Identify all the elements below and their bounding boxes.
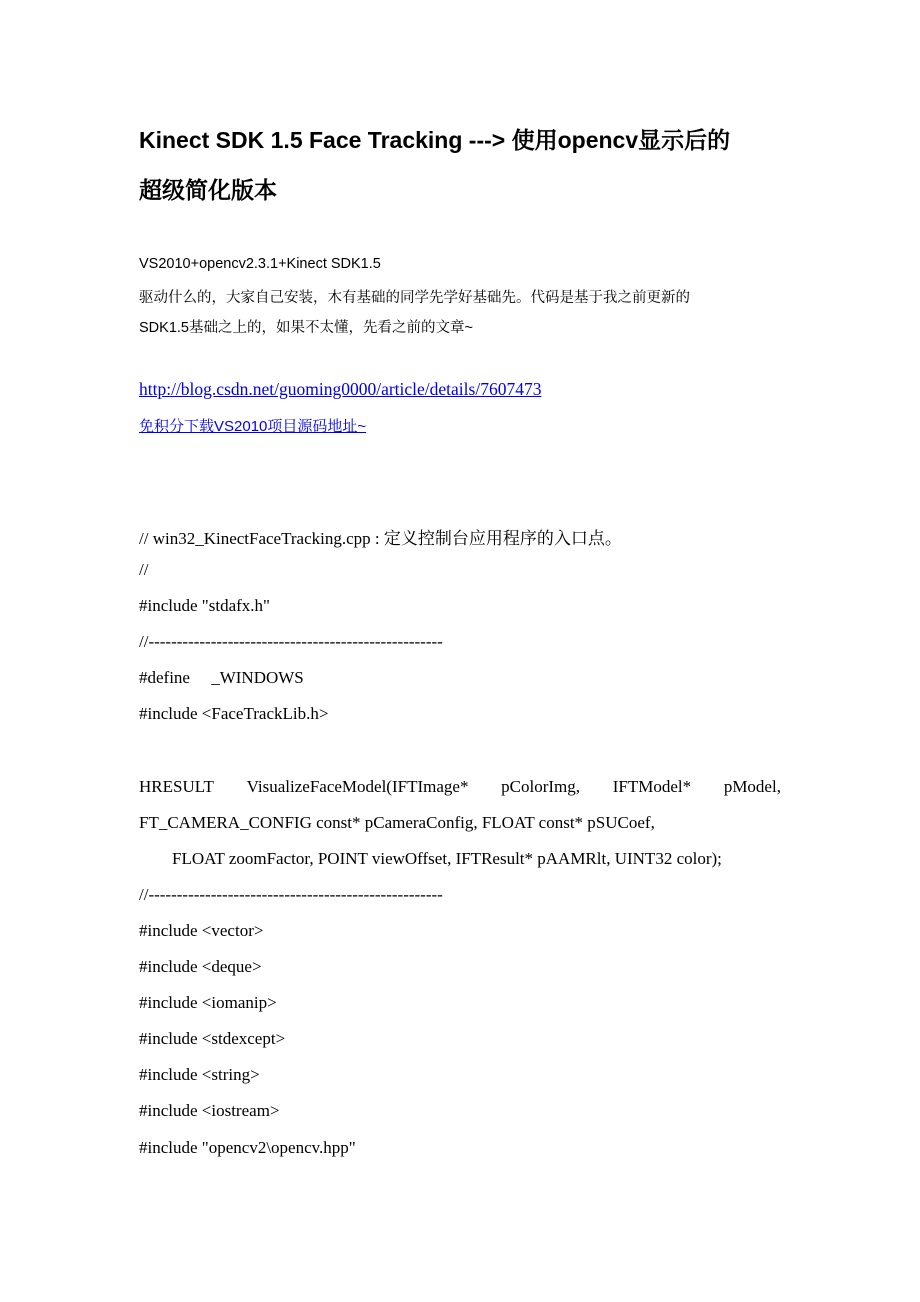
code-line: #include <FaceTrackLib.h>: [139, 704, 329, 723]
article-link[interactable]: http://blog.csdn.net/guoming0000/article/details/7607473: [139, 379, 542, 399]
code-line: #include <iostream>: [139, 1101, 280, 1120]
code-line: //: [139, 560, 149, 579]
intro-note-1: 驱动什么的，大家自己安装，木有基础的同学先学好基础先。代码是基于我之前更新的: [139, 290, 690, 306]
environment-line: VS2010+opencv2.3.1+Kinect SDK1.5: [139, 256, 381, 272]
code-word: pModel,: [723, 777, 781, 796]
code-line: #include "opencv2\opencv.hpp": [139, 1138, 356, 1157]
code-line: #include <vector>: [139, 921, 264, 940]
intro-note-2: SDK1.5基础之上的，如果不太懂，先看之前的文章~: [139, 320, 473, 336]
title-line-1: Kinect SDK 1.5 Face Tracking ---> 使用opencv显示后的: [139, 127, 731, 153]
code-line: FLOAT zoomFactor, POINT viewOffset, IFTResult* pAAMRlt, UINT32 color);: [172, 849, 722, 868]
code-line: #include <string>: [139, 1065, 260, 1084]
code-word: VisualizeFaceModel(IFTImage*: [246, 777, 469, 796]
code-line: // win32_KinectFaceTracking.cpp : 定义控制台应用程序的入口点。: [139, 529, 622, 548]
code-line: #define _WINDOWS: [139, 668, 304, 687]
code-line-justified: [139, 777, 781, 797]
code-word: pColorImg,: [501, 777, 581, 796]
code-word: IFTModel*: [612, 777, 692, 796]
code-line: //----------------------------------------------------: [139, 632, 443, 651]
code-line: //----------------------------------------------------: [139, 885, 443, 904]
code-word: HRESULT: [139, 777, 214, 796]
code-line: #include "stdafx.h": [139, 596, 270, 615]
title-line-2: 超级简化版本: [139, 177, 277, 203]
download-link[interactable]: 免积分下载VS2010项目源码地址~: [139, 418, 367, 435]
code-line: FT_CAMERA_CONFIG const* pCameraConfig, FLOAT const* pSUCoef,: [139, 813, 655, 832]
code-line: #include <stdexcept>: [139, 1029, 286, 1048]
code-line: #include <iomanip>: [139, 993, 277, 1012]
code-line: #include <deque>: [139, 957, 262, 976]
